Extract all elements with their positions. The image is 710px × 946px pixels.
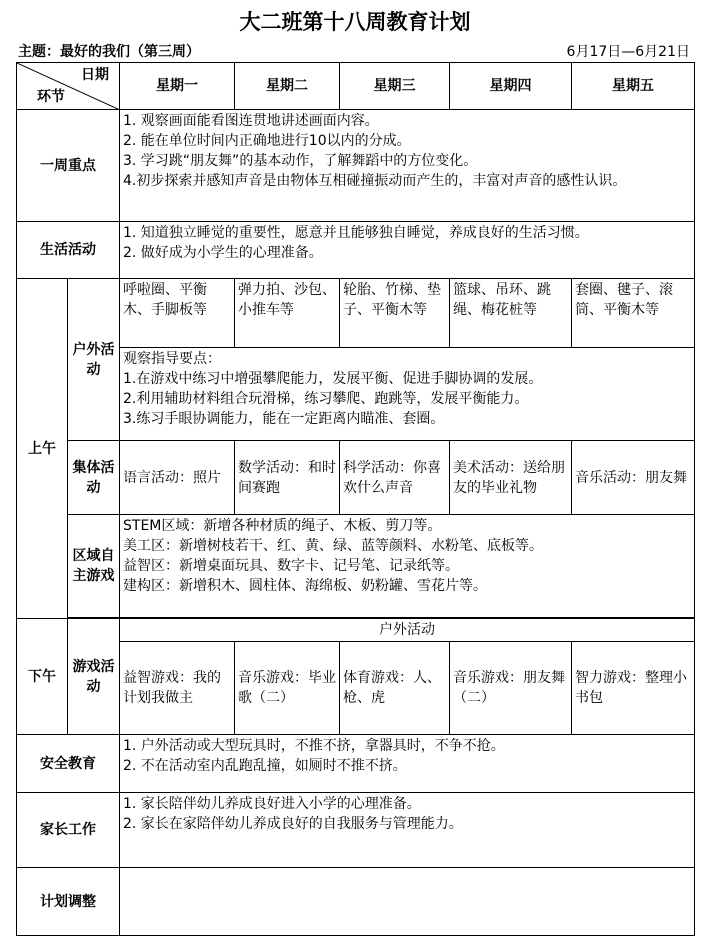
- day-header-mon: 星期一: [120, 63, 235, 110]
- outdoor-guide-item: 1.在游戏中练习中增强攀爬能力，发展平衡、促进手脚协调的发展。: [123, 371, 543, 387]
- area-game-item: 益智区：新增桌面玩具、数字卡、记号笔、记录纸等。: [123, 558, 459, 574]
- safety-row: [17, 735, 695, 793]
- afternoon-outdoor-label: 户外活动: [120, 619, 695, 642]
- outdoor-fri: 套圈、毽子、滚筒、平衡木等: [572, 279, 695, 348]
- area-game-content: [120, 515, 695, 618]
- outdoor-wed: 轮胎、竹梯、垫子、平衡木等: [340, 279, 450, 348]
- header-row: [17, 63, 695, 110]
- group-activity-row: [17, 441, 695, 515]
- group-thu: 美术活动：送给朋友的毕业礼物: [450, 441, 572, 515]
- diagonal-header-cell: [17, 63, 120, 110]
- morning-outdoor-row: [17, 279, 695, 348]
- life-activity-content: [120, 222, 695, 279]
- morning-label: 上午: [17, 279, 68, 619]
- safety-label: 安全教育: [17, 735, 120, 793]
- afternoon-mon: 益智游戏：我的计划我做主: [120, 642, 235, 735]
- group-tue: 数学活动：和时间赛跑: [235, 441, 340, 515]
- outdoor-guide-content: [120, 348, 695, 441]
- outdoor-guide-item: 3.练习手眼协调能力，能在一定距离内瞄准、套圈。: [123, 411, 445, 427]
- group-activity-label: 集体活动: [68, 441, 120, 515]
- parents-item: 2. 家长在家陪伴幼儿养成良好的自我服务与管理能力。: [123, 816, 463, 832]
- weekly-focus-label: 一周重点: [17, 110, 120, 222]
- day-header-thu: 星期四: [450, 63, 572, 110]
- parents-item: 1. 家长陪伴幼儿养成良好进入小学的心理准备。: [123, 796, 421, 812]
- group-mon: 语言活动：照片: [120, 441, 235, 515]
- outdoor-mon: 呼啦圈、平衡木、手脚板等: [120, 279, 235, 348]
- weekly-focus-item: 2. 能在单位时间内正确地进行10以内的分成。: [123, 133, 411, 149]
- afternoon-outdoor-row: [17, 619, 695, 642]
- area-game-row: [17, 515, 695, 618]
- adjustment-label: 计划调整: [17, 868, 120, 936]
- group-fri: 音乐活动：朋友舞: [572, 441, 695, 515]
- life-activity-row: [17, 222, 695, 279]
- parents-row: [17, 793, 695, 868]
- afternoon-thu: 音乐游戏：朋友舞（二）: [450, 642, 572, 735]
- date-range: 6月17日—6月21日: [566, 44, 690, 60]
- weekly-focus-content: [120, 110, 695, 222]
- day-header-fri: 星期五: [572, 63, 695, 110]
- date-header-label: 日期: [81, 67, 109, 83]
- afternoon-fri: 智力游戏：整理小书包: [572, 642, 695, 735]
- afternoon-wed: 体育游戏：人、枪、虎: [340, 642, 450, 735]
- page-title: 大二班第十八周教育计划: [239, 9, 471, 34]
- adjustment-content: [120, 868, 695, 936]
- area-game-item: 美工区：新增树枝若干、红、黄、绿、蓝等颜料、水粉笔、底板等。: [123, 538, 543, 554]
- safety-item: 2. 不在活动室内乱跑乱撞，如厕时不推不挤。: [123, 758, 407, 774]
- game-activity-label: 游戏活动: [68, 619, 120, 735]
- area-game-item: 建构区：新增积木、圆柱体、海绵板、奶粉罐、雪花片等。: [123, 578, 487, 594]
- outdoor-thu: 篮球、吊环、跳绳、梅花桩等: [450, 279, 572, 348]
- area-game-label: 区域自主游戏: [68, 515, 120, 618]
- afternoon-label: 下午: [17, 619, 68, 735]
- adjustment-row: [17, 868, 695, 936]
- afternoon-tue: 音乐游戏：毕业歌（二）: [235, 642, 340, 735]
- group-wed: 科学活动：你喜欢什么声音: [340, 441, 450, 515]
- parents-label: 家长工作: [17, 793, 120, 868]
- area-game-item: STEM区域：新增各种材质的绳子、木板、剪刀等。: [123, 518, 442, 534]
- weekly-focus-item: 1. 观察画面能看图连贯地讲述画面内容。: [123, 113, 379, 129]
- weekly-focus-item: 3. 学习跳“朋友舞”的基本动作，了解舞蹈中的方位变化。: [123, 153, 478, 169]
- segment-header-label: 环节: [37, 89, 65, 105]
- safety-content: [120, 735, 695, 793]
- weekly-focus-row: [17, 110, 695, 222]
- life-activity-item: 2. 做好成为小学生的心理准备。: [123, 245, 323, 261]
- theme-label: 主题：最好的我们（第三周）: [18, 44, 200, 60]
- outdoor-guide-item: 2.利用辅助材料组合玩滑梯，练习攀爬、跑跳等，发展平衡能力。: [123, 391, 529, 407]
- outdoor-guide-title: 观察指导要点：: [123, 351, 221, 367]
- outdoor-tue: 弹力拍、沙包、小推车等: [235, 279, 340, 348]
- life-activity-label: 生活活动: [17, 222, 120, 279]
- plan-table: [16, 62, 695, 936]
- day-header-wed: 星期三: [340, 63, 450, 110]
- weekly-focus-item: 4.初步探索并感知声音是由物体互相碰撞振动而产生的，丰富对声音的感性认识。: [123, 173, 627, 189]
- outdoor-label: 户外活动: [68, 279, 120, 441]
- day-header-tue: 星期二: [235, 63, 340, 110]
- life-activity-item: 1. 知道独立睡觉的重要性，愿意并且能够独自睡觉，养成良好的生活习惯。: [123, 225, 589, 241]
- safety-item: 1. 户外活动或大型玩具时，不推不挤，拿器具时，不争不抢。: [123, 738, 505, 754]
- parents-content: [120, 793, 695, 868]
